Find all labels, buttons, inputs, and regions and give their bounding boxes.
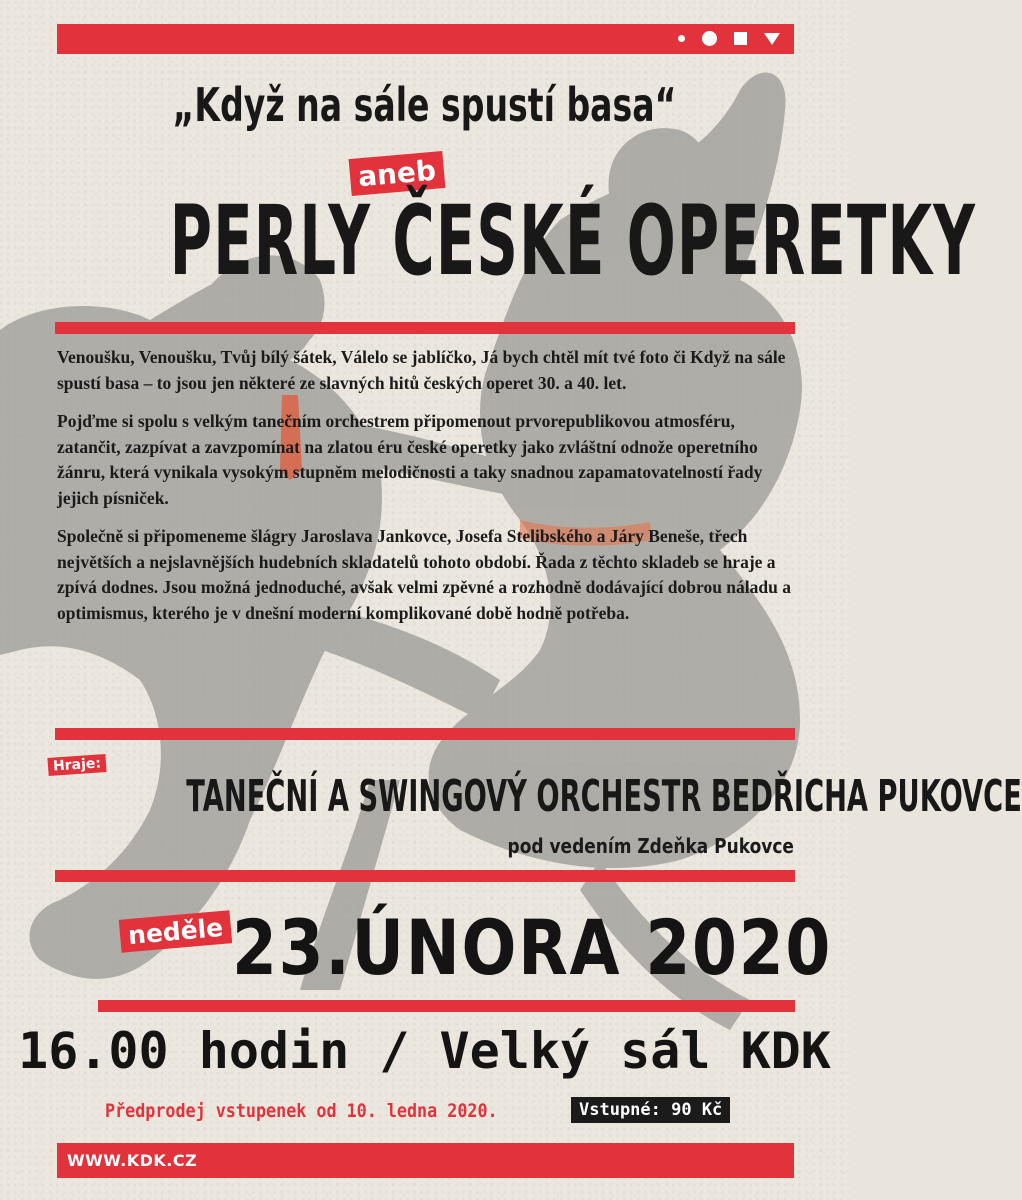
entry-price: Vstupné: 90 Kč <box>571 1097 730 1123</box>
title-line-1: „Když na sále spustí basa“ <box>172 78 677 132</box>
divider-1 <box>55 322 795 334</box>
time-and-venue: 16.00 hodin / Velký sál KDK <box>18 1022 831 1080</box>
title-line-2: PERLY ČESKÉ OPERETKY <box>169 185 977 297</box>
hraje-badge: Hraje: <box>47 754 106 776</box>
paragraph-1: Venoušku, Venoušku, Tvůj bílý šátek, Válelo se jablíčko, Já bych chtěl mít tvé foto či Když na sále spustí basa – to jsou jen některé ze slavných hitů českých operet 30. a 40. let. <box>57 347 786 393</box>
aneb-badge: aneb <box>349 151 446 196</box>
dot-icon <box>678 35 685 42</box>
divider-2 <box>55 728 795 740</box>
event-date: 23.ÚNORA 2020 <box>232 903 833 992</box>
paragraph-2: Pojďme si spolu s velkým tanečním orchestrem připomenout prvorepublikovou atmosféru, zatančit, zazpívat a zavzpomínat na zlatou éru české operetky jako zvláštní odnože operetního žánru, která vynikala vysokým stupněm melodičnosti a taky snadnou zapamatovatelností řady jejich písniček. <box>57 411 763 508</box>
bottom-bar <box>57 1143 794 1178</box>
circle-icon <box>702 31 717 46</box>
paragraph-3: Společně si připomeneme šlágry Jaroslava Jankovce, Josefa Stelibského a Járy Beneše, třech největších a nejslavnějších hudebních skladatelů tohoto období. Řada z těchto skladeb se hraje a zpívá dodnes. Jsou možná jednoduché, avšak velmi zpěvné a rozhodně dodávající dobrou náladu a optimismus, kterého je v dnešní moderní komplikované době hodně potřeba. <box>57 526 791 623</box>
divider-3 <box>55 870 795 882</box>
day-badge: neděle <box>119 910 233 953</box>
orchestra-name: TANEČNÍ A SWINGOVÝ ORCHESTR BEDŘICHA PUKOVCE <box>186 771 1022 822</box>
description <box>57 345 797 639</box>
divider-4 <box>98 1000 795 1012</box>
top-bar <box>57 24 794 54</box>
square-icon <box>734 32 747 45</box>
website-link[interactable]: WWW.KDK.CZ <box>67 1151 198 1170</box>
presale-info: Předprodej vstupenek od 10. ledna 2020. <box>105 1100 498 1122</box>
triangle-down-icon <box>764 33 780 45</box>
orchestra-leader: pod vedením Zdeňka Pukovce <box>507 834 794 858</box>
